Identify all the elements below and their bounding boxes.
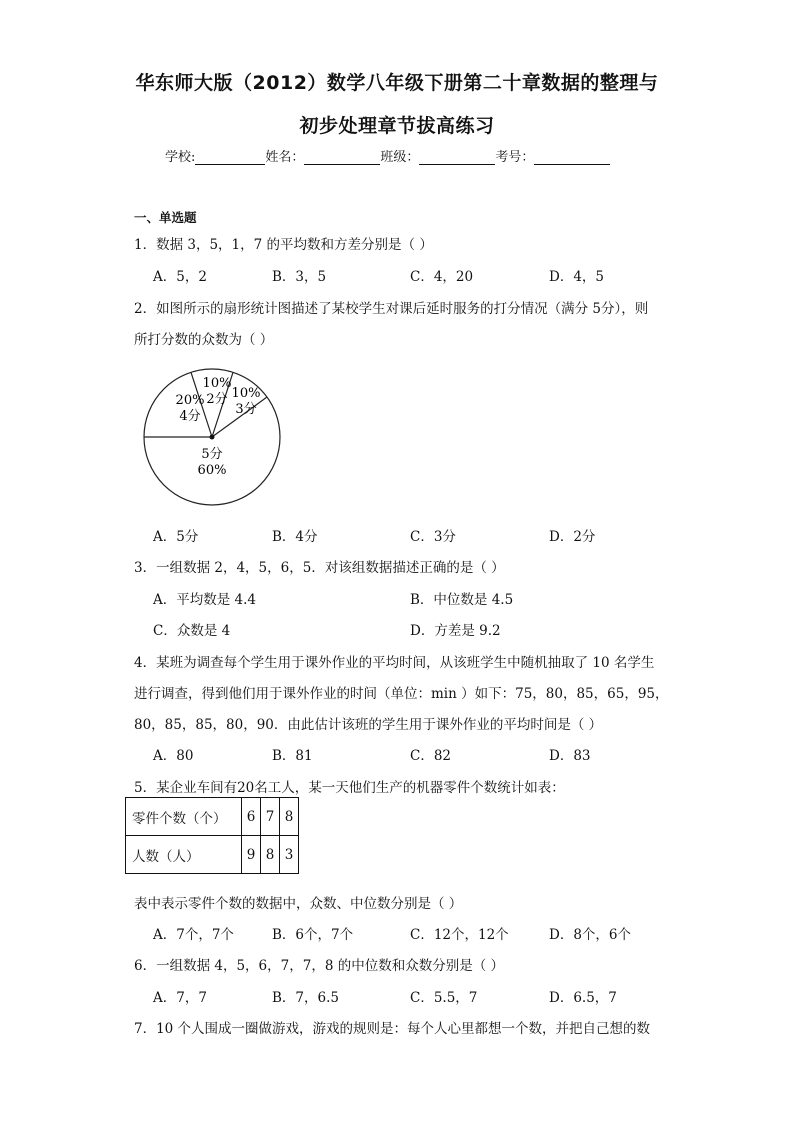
question-5-followup: 表中表示零件个数的数据中，众数、中位数分别是（ ） [134, 896, 463, 912]
question-2-line-1: 2．如图所示的扇形统计图描述了某校学生对课后延时服务的打分情况（满分 5分），则 [134, 301, 649, 317]
question-6: 6．一组数据 4，5，6，7，7，8 的中位数和众数分别是（ ） [134, 958, 504, 974]
question-5: 5．某企业车间有20名工人，某一天他们生产的机器零件个数统计如表： [134, 780, 565, 796]
pie-chart [130, 358, 295, 518]
table-row-header: 零件个数（个） [126, 798, 242, 836]
student-info-line [165, 146, 610, 165]
q6-option-c[interactable]: C．5.5，7 [410, 990, 478, 1006]
table-cell: 7 [261, 798, 280, 836]
question-7: 7．10 个人围成一圈做游戏，游戏的规则是：每个人心里都想一个数，并把自己想的数 [134, 1021, 651, 1037]
table-cell: 9 [242, 836, 261, 874]
table-row-header: 人数（人） [126, 836, 242, 874]
document-title-line-1: 华东师大版（2012）数学八年级下册第二十章数据的整理与 [135, 72, 659, 94]
exam-no-blank[interactable] [534, 151, 610, 165]
q6-option-b[interactable]: B．7，6.5 [272, 990, 339, 1006]
q3-option-d[interactable]: D．方差是 9.2 [410, 623, 501, 639]
q1-option-b[interactable]: B．3，5 [272, 269, 327, 285]
q5-option-c[interactable]: C．12个，12个 [410, 927, 509, 943]
q6-option-d[interactable]: D．6.5，7 [549, 990, 617, 1006]
parts-count-table [125, 797, 299, 874]
q6-option-a[interactable]: A．7，7 [153, 990, 207, 1006]
question-1: 1．数据 3，5，1，7 的平均数和方差分别是（ ） [134, 237, 433, 253]
q1-option-a[interactable]: A．5，2 [153, 269, 207, 285]
q5-option-b[interactable]: B．6个，7个 [272, 927, 354, 943]
q3-option-b[interactable]: B．中位数是 4.5 [410, 592, 514, 608]
exam-no-label: 考号： [495, 150, 535, 165]
slice-5-percent: 60% [197, 463, 227, 478]
q3-option-a[interactable]: A．平均数是 4.4 [153, 592, 257, 608]
table-row [126, 836, 299, 874]
pie-center-dot [210, 435, 215, 440]
table-cell: 3 [280, 836, 299, 874]
q4-option-b[interactable]: B．81 [272, 748, 313, 764]
class-label: 班级： [380, 150, 420, 165]
slice-3-label: 3分 [235, 402, 257, 417]
q2-option-b[interactable]: B．4分 [272, 529, 318, 545]
table-row [126, 798, 299, 836]
question-4-line-1: 4．某班为调查每个学生用于课外作业的平均时间，从该班学生中随机抽取了 10 名学生 [134, 655, 655, 671]
q4-option-a[interactable]: A．80 [153, 748, 194, 764]
table-cell: 8 [280, 798, 299, 836]
school-blank[interactable] [195, 151, 265, 165]
q5-option-a[interactable]: A．7个，7个 [153, 927, 234, 943]
document-title-line-2: 初步处理章节拔高练习 [299, 115, 495, 137]
q3-option-c[interactable]: C．众数是 4 [153, 623, 231, 639]
table-cell: 6 [242, 798, 261, 836]
q1-option-d[interactable]: D．4，5 [549, 269, 605, 285]
question-4-line-3: 80，85，85，80，90．由此估计该班的学生用于课外作业的平均时间是（ ） [134, 717, 603, 733]
q4-option-c[interactable]: C．82 [410, 748, 452, 764]
section-heading: 一、单选题 [134, 210, 197, 225]
slice-4-label: 4分 [179, 409, 201, 424]
class-blank[interactable] [419, 151, 495, 165]
q1-option-c[interactable]: C．4，20 [410, 269, 474, 285]
q2-option-a[interactable]: A．5分 [153, 529, 199, 545]
q2-option-d[interactable]: D．2分 [549, 529, 596, 545]
q2-option-c[interactable]: C．3分 [410, 529, 456, 545]
slice-3-percent: 10% [231, 386, 261, 401]
slice-2-percent: 10% [202, 376, 232, 391]
school-label: 学校: [165, 150, 196, 165]
question-3: 3．一组数据 2，4，5，6，5．对该组数据描述正确的是（ ） [134, 560, 505, 576]
q5-option-d[interactable]: D．8个，6个 [549, 927, 632, 943]
name-label: 姓名： [265, 150, 305, 165]
question-4-line-2: 进行调查，得到他们用于课外作业的时间（单位：min ）如下：75，80，85，65，95， [134, 686, 669, 702]
question-2-line-2: 所打分数的众数为（ ） [134, 332, 274, 348]
q4-option-d[interactable]: D．83 [549, 748, 591, 764]
slice-4-percent: 20% [175, 393, 205, 408]
name-blank[interactable] [304, 151, 380, 165]
slice-2-label: 2分 [206, 392, 228, 407]
slice-5-label: 5分 [201, 447, 223, 462]
table-cell: 8 [261, 836, 280, 874]
